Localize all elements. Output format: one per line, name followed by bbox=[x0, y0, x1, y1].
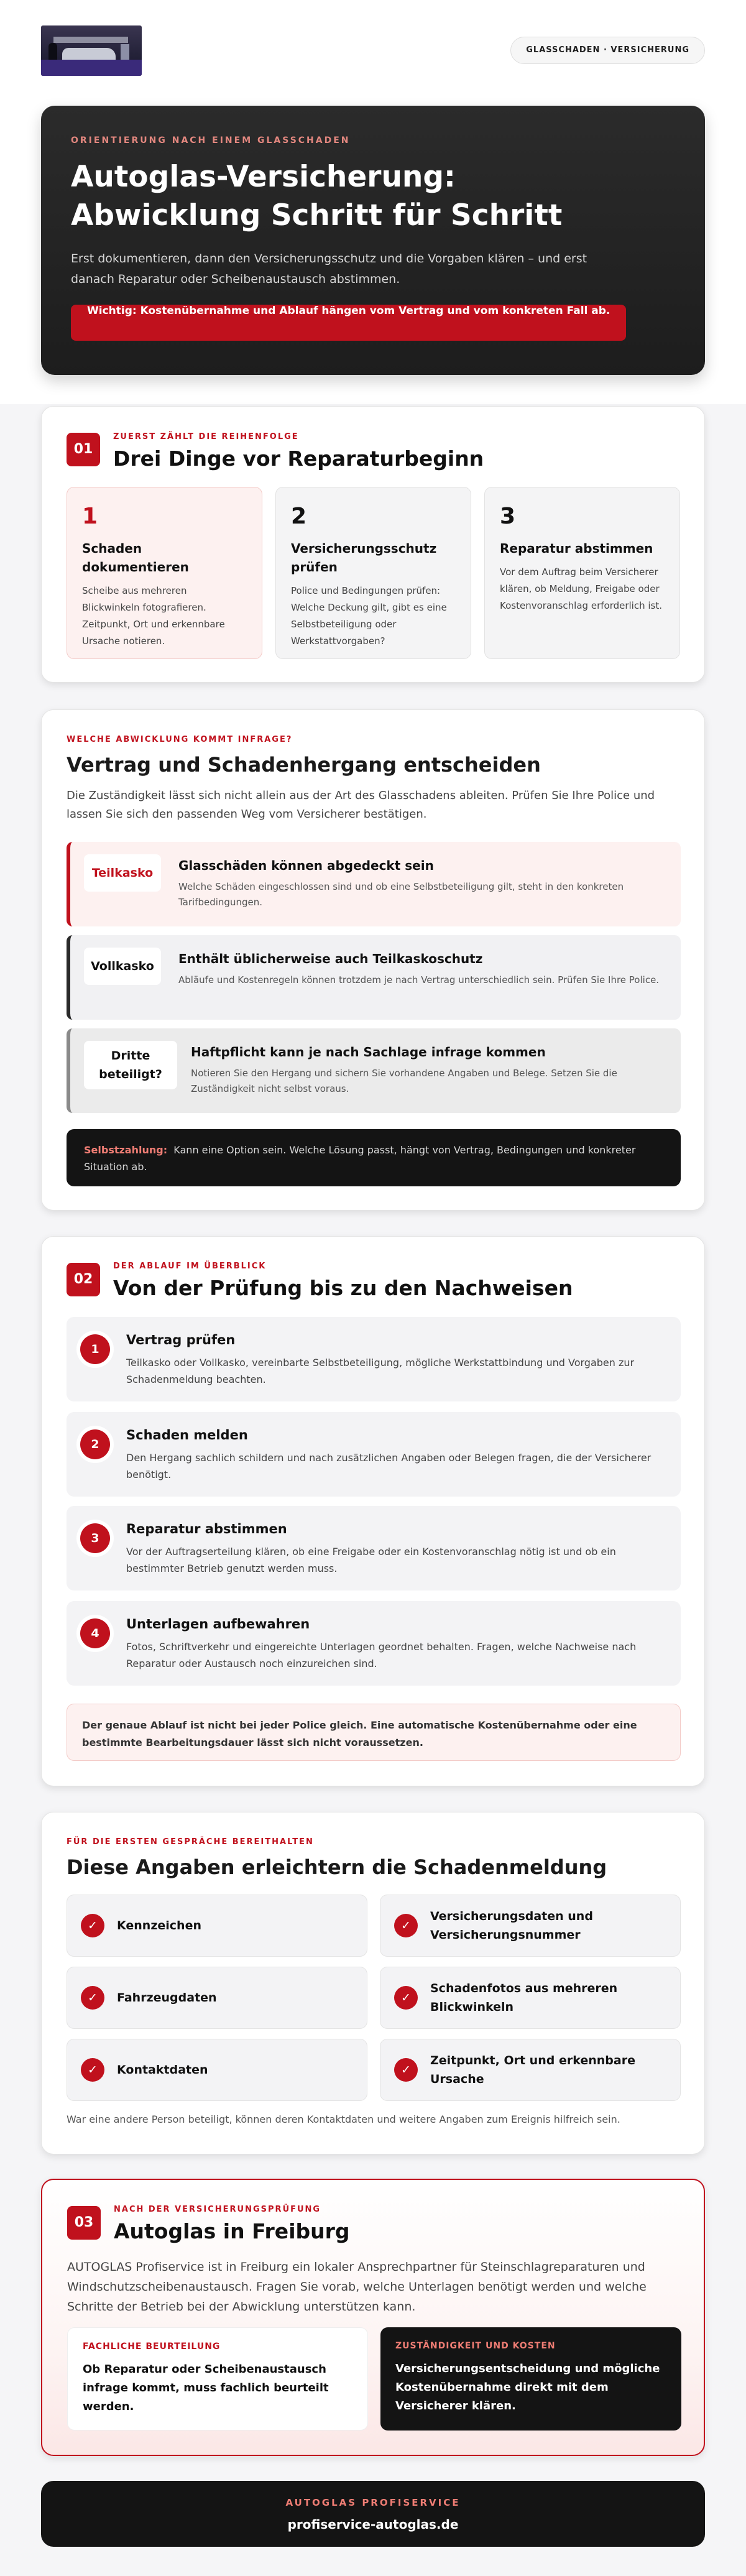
step-text: Vor dem Auftrag beim Versicherer klären, ob Meldung, Freigabe oder Kostenvoranschlag erforderlich ist. bbox=[500, 566, 662, 611]
hero-warning-banner: Wichtig: Kostenübernahme und Ablauf hängen vom Vertrag und vom konkreten Fall ab. bbox=[71, 305, 626, 341]
process-step bbox=[67, 1317, 681, 1401]
process-step-title: Unterlagen aufbewahren bbox=[126, 1617, 310, 1632]
section-number-badge: 03 bbox=[67, 2206, 101, 2240]
step-text: Police und Bedingungen prüfen: Welche Deckung gilt, gibt es eine Selbstbeteiligung oder Werkstattvorgaben? bbox=[291, 585, 447, 647]
self-payment-label: Selbstzahlung: bbox=[84, 1144, 168, 1156]
process-step-text: Den Hergang sachlich schildern und nach zusätzlichen Angaben oder Belegen fragen, die der Versicherer benötigt. bbox=[126, 1452, 652, 1480]
checklist-item bbox=[67, 2039, 367, 2101]
step-number: 2 bbox=[291, 504, 307, 529]
hero-title-line2: Abwicklung Schritt für Schritt bbox=[71, 198, 563, 233]
checklist-item bbox=[67, 1967, 367, 2029]
hero-banner bbox=[41, 106, 705, 375]
option-title: Haftpflicht kann je nach Sachlage infrage kommen bbox=[191, 1045, 546, 1059]
option-text: Notieren Sie den Hergang und sichern Sie vorhandene Angaben und Belege. Setzen Sie die Zuständigkeit nicht selbst voraus. bbox=[191, 1068, 617, 1094]
option-third-party bbox=[67, 1028, 681, 1113]
option-title: Glasschäden können abgedeckt sein bbox=[178, 858, 434, 873]
section-kicker: DER ABLAUF IM ÜBERBLICK bbox=[113, 1262, 267, 1271]
info-box-text: Ob Reparatur oder Scheibenaustausch infrage kommt, muss fachlich beurteilt werden. bbox=[83, 2363, 329, 2413]
checklist-label: Versicherungsdaten und Versicherungsnummer bbox=[430, 1909, 593, 1942]
self-payment-text: Kann eine Option sein. Welche Lösung passt, hängt von Vertrag, Bedingungen und konkreter Situation ab. bbox=[84, 1144, 636, 1173]
step-card bbox=[67, 487, 262, 659]
process-notice: Der genaue Ablauf ist nicht bei jeder Police gleich. Eine automatische Kostenübernahme oder eine bestimmte Bearbeitungsdauer lässt sich nicht voraussetzen. bbox=[67, 1704, 681, 1761]
self-payment-note bbox=[67, 1129, 681, 1186]
section-title: Autoglas in Freiburg bbox=[114, 2219, 350, 2243]
section-title: Drei Dinge vor Reparaturbeginn bbox=[113, 446, 484, 471]
step-card bbox=[275, 487, 471, 659]
option-body bbox=[178, 948, 659, 988]
process-step-title: Reparatur abstimmen bbox=[126, 1521, 287, 1536]
step-title: Versicherungsschutz prüfen bbox=[291, 541, 437, 575]
section-kicker: ZUERST ZÄHLT DIE REIHENFOLGE bbox=[113, 432, 299, 441]
option-body bbox=[178, 854, 667, 910]
section-heading bbox=[114, 2205, 350, 2244]
checkmark-icon: ✓ bbox=[394, 1986, 418, 2010]
info-box-costs bbox=[380, 2327, 681, 2431]
process-step-number: 2 bbox=[80, 1429, 110, 1459]
process-step-title: Schaden melden bbox=[126, 1428, 248, 1443]
section-before-repair bbox=[41, 406, 705, 683]
option-vollkasko bbox=[67, 935, 681, 1020]
checklist-footnote: War eine andere Person beteiligt, können deren Kontaktdaten und weitere Angaben zum Ereignis hilfreich sein. bbox=[67, 2113, 620, 2125]
section-kicker: NACH DER VERSICHERUNGSPRÜFUNG bbox=[114, 2205, 321, 2214]
checklist-label: Kontaktdaten bbox=[117, 2063, 208, 2077]
section-heading bbox=[113, 1262, 573, 1301]
section-number-badge: 02 bbox=[67, 1263, 100, 1296]
step-number: 1 bbox=[82, 504, 98, 529]
section-title: Vertrag und Schadenhergang entscheiden bbox=[67, 753, 541, 777]
info-box-assessment bbox=[67, 2327, 368, 2431]
section-contract-options bbox=[41, 709, 705, 1211]
process-step-text: Vor der Auftragserteilung klären, ob eine Freigabe oder ein Kostenvoranschlag nötig ist und ob ein bestimmter Betrieb genutzt werden muss. bbox=[126, 1546, 616, 1574]
section-kicker: FÜR DIE ERSTEN GESPRÄCHE BEREITHALTEN bbox=[67, 1837, 314, 1847]
option-tag: Vollkasko bbox=[84, 948, 161, 985]
checkmark-icon: ✓ bbox=[81, 2058, 104, 2082]
process-step-number: 3 bbox=[80, 1523, 110, 1553]
checklist-label: Schadenfotos aus mehreren Blickwinkeln bbox=[430, 1982, 618, 2014]
process-step bbox=[67, 1601, 681, 1686]
checklist-label: Fahrzeugdaten bbox=[117, 1991, 217, 2005]
section-process-overview bbox=[41, 1236, 705, 1786]
process-step-number: 1 bbox=[80, 1334, 110, 1364]
section-title: Diese Angaben erleichtern die Schadenmeldung bbox=[67, 1855, 607, 1879]
site-header bbox=[41, 0, 705, 93]
step-text: Scheibe aus mehreren Blickwinkeln fotografieren. Zeitpunkt, Ort und erkennbare Ursache notieren. bbox=[82, 585, 225, 647]
checklist-item bbox=[380, 1895, 681, 1957]
info-box-text: Versicherungsentscheidung und mögliche Kostenübernahme direkt mit dem Versicherer klären. bbox=[395, 2362, 660, 2412]
hero-text: Erst dokumentieren, dann den Versicherungsschutz und die Vorgaben klären – und erst danach Reparatur oder Scheibenaustausch abstimmen. bbox=[71, 252, 587, 286]
checklist-label: Kennzeichen bbox=[117, 1919, 201, 1932]
logo-roof-light bbox=[53, 37, 128, 43]
hero-title bbox=[71, 158, 675, 235]
process-step bbox=[67, 1506, 681, 1590]
option-body bbox=[191, 1041, 667, 1097]
footer-domain-link[interactable]: profiservice-autoglas.de bbox=[287, 2517, 459, 2532]
option-teilkasko bbox=[67, 842, 681, 926]
section-intro: AUTOGLAS Profiservice ist in Freiburg ein lokaler Ansprechpartner für Steinschlagreparaturen und Windschutzscheibenaustausch. Fragen Sie vorab, welche Unterlagen benötigt werden und welche Schritte der Betrieb bei der Abwicklung unterstützen kann. bbox=[67, 2260, 647, 2314]
checkmark-icon: ✓ bbox=[394, 1914, 418, 1937]
process-step-title: Vertrag prüfen bbox=[126, 1332, 236, 1347]
process-step bbox=[67, 1412, 681, 1497]
option-tag: Dritte beteiligt? bbox=[84, 1041, 177, 1089]
checklist-item bbox=[67, 1895, 367, 1957]
process-step-text: Teilkasko oder Vollkasko, vereinbarte Selbstbeteiligung, mögliche Werkstattbindung und Vorgaben zur Schadenmeldung beachten. bbox=[126, 1357, 635, 1385]
logo-floor bbox=[41, 60, 142, 76]
checkmark-icon: ✓ bbox=[81, 1914, 104, 1937]
section-number-badge: 01 bbox=[67, 433, 100, 466]
option-text: Abläufe und Kostenregeln können trotzdem je nach Vertrag unterschiedlich sein. Prüfen Sie Ihre Police. bbox=[178, 974, 660, 986]
checklist-grid bbox=[67, 1895, 681, 2101]
hero-kicker: ORIENTIERUNG NACH EINEM GLASSCHADEN bbox=[71, 136, 351, 145]
checklist-label: Zeitpunkt, Ort und erkennbare Ursache bbox=[430, 2054, 635, 2086]
option-tag: Teilkasko bbox=[84, 854, 161, 892]
section-kicker: WELCHE ABWICKLUNG KOMMT INFRAGE? bbox=[67, 735, 293, 744]
step-title: Schaden dokumentieren bbox=[82, 541, 189, 575]
checkmark-icon: ✓ bbox=[394, 2058, 418, 2082]
info-box-kicker: FACHLICHE BEURTEILUNG bbox=[83, 2342, 221, 2352]
logo-image[interactable] bbox=[41, 25, 142, 76]
section-freiburg bbox=[41, 2179, 705, 2456]
hero-title-line1: Autoglas-Versicherung: bbox=[71, 160, 456, 194]
checklist-item bbox=[380, 2039, 681, 2101]
process-step-number: 4 bbox=[80, 1618, 110, 1648]
checklist-item bbox=[380, 1967, 681, 2029]
option-text: Welche Schäden eingeschlossen sind und ob eine Selbstbeteiligung gilt, steht in den konkreten Tarifbedingungen. bbox=[178, 881, 624, 908]
info-box-pair bbox=[67, 2327, 681, 2431]
step-card bbox=[484, 487, 680, 659]
site-footer bbox=[41, 2481, 705, 2547]
section-title: Von der Prüfung bis zu den Nachweisen bbox=[113, 1276, 573, 1300]
step-number: 3 bbox=[500, 504, 516, 529]
step-cards bbox=[67, 487, 681, 659]
checkmark-icon: ✓ bbox=[81, 1986, 104, 2010]
step-title: Reparatur abstimmen bbox=[500, 541, 653, 556]
section-checklist bbox=[41, 1812, 705, 2154]
section-heading bbox=[113, 432, 484, 471]
info-box-kicker: ZUSTÄNDIGKEIT UND KOSTEN bbox=[395, 2341, 556, 2351]
section-intro: Die Zuständigkeit lässt sich nicht allein aus der Art des Glasschadens ableiten. Prüfen Sie Ihre Police und lassen Sie sich den passenden Weg vom Versicherer bestätigen. bbox=[67, 789, 655, 821]
footer-brand: AUTOGLAS PROFISERVICE bbox=[285, 2497, 461, 2508]
option-title: Enthält üblicherweise auch Teilkaskoschutz bbox=[178, 951, 483, 966]
topic-badge: GLASSCHADEN · VERSICHERUNG bbox=[510, 37, 705, 64]
process-step-text: Fotos, Schriftverkehr und eingereichte Unterlagen geordnet behalten. Fragen, welche Nachweise nach Reparatur oder Austausch noch einzureichen sind. bbox=[126, 1641, 637, 1669]
